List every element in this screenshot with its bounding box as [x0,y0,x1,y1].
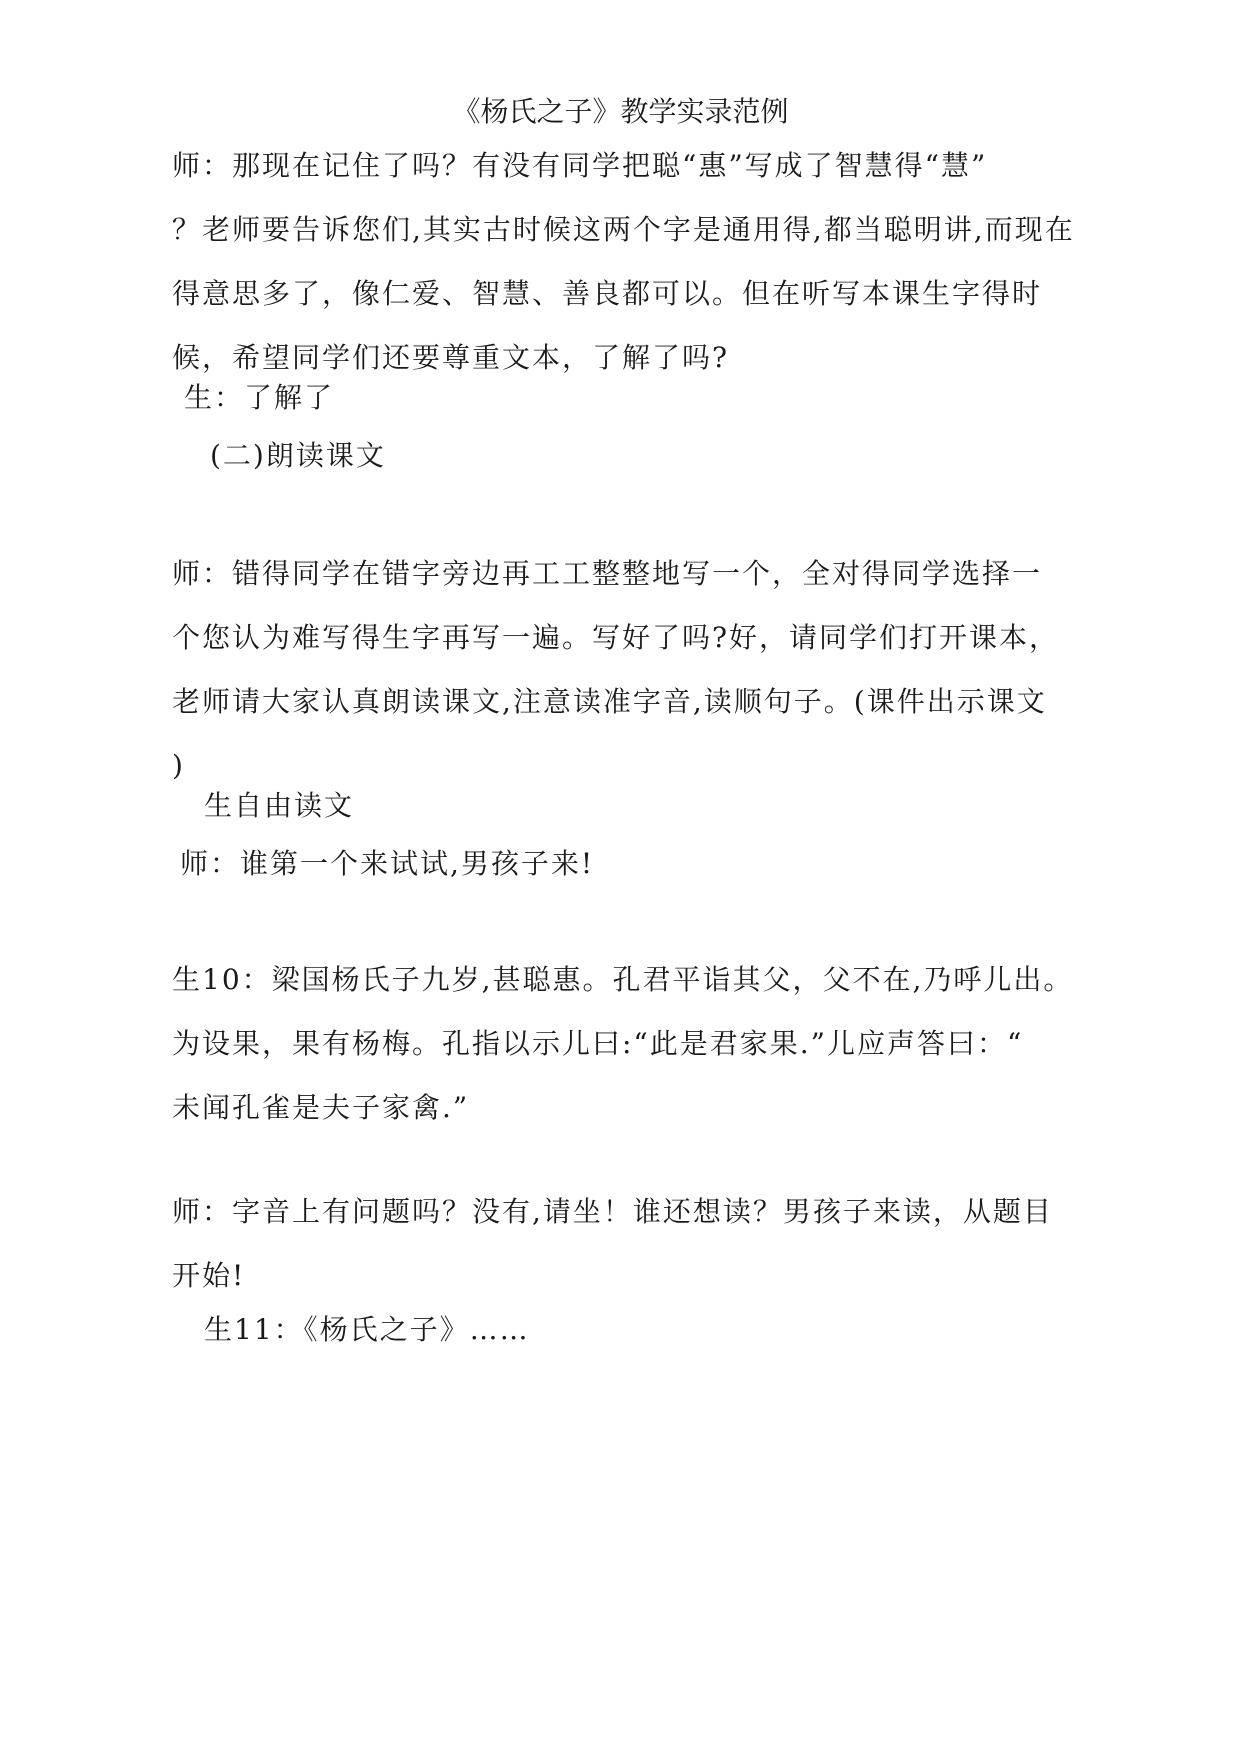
text-line: 得意思多了，像仁爱、智慧、善良都可以。但在听写本课生字得时 [172,277,1043,310]
text-line: 师：那现在记住了吗？有没有同学把聪“惠”写成了智慧得“慧” [172,149,988,182]
paragraph-student-2 [204,774,354,838]
text-line: 生10：梁国杨氏子九岁,甚聪惠。孔君平诣其父，父不在,乃呼儿出。 [172,963,1074,996]
document-title: 《杨氏之子》教学实录范例 [452,95,789,128]
text-line: ？老师要告诉您们,其实古时候这两个字是通用得,都当聪明讲,而现在 [172,213,1075,246]
paragraph-teacher-3 [180,832,594,896]
paragraph-teacher-1 [172,134,1075,390]
paragraph-teacher-2 [172,542,1059,798]
text-line: 生11：《杨氏之子》…… [204,1313,530,1346]
paragraph-student-1 [184,366,334,430]
text-line: 生自由读文 [204,789,355,822]
paragraph-student-3 [172,948,1073,1140]
text-line: 开始! [172,1259,246,1292]
text-line: 候，希望同学们还要尊重文本，了解了吗? [172,341,730,374]
text-line: (二)朗读课文 [210,439,386,472]
text-line: ) [172,749,185,782]
text-line: 师：错得同学在错字旁边再工工整整地写一个，全对得同学选择一 [172,557,1043,590]
text-line: 个您认为难写得生字再写一遍。写好了吗?好，请同学们打开课本， [172,621,1060,654]
text-line: 为设果，果有杨梅。孔指以示儿曰:“此是君家果.”儿应声答曰：“ [172,1027,1024,1060]
text-line: 老师请大家认真朗读课文,注意读准字音,读顺句子。(课件出示课文 [172,685,1047,718]
paragraph-teacher-4 [172,1180,1053,1308]
text-line: 生：了解了 [184,381,335,414]
paragraph-student-4 [204,1298,530,1362]
text-line: 未闻孔雀是夫子家禽.” [172,1091,470,1124]
text-line: 师：字音上有问题吗？没有,请坐！谁还想读？男孩子来读，从题目 [172,1195,1053,1228]
text-line: 师：谁第一个来试试,男孩子来! [180,847,595,880]
section-heading [210,424,386,488]
